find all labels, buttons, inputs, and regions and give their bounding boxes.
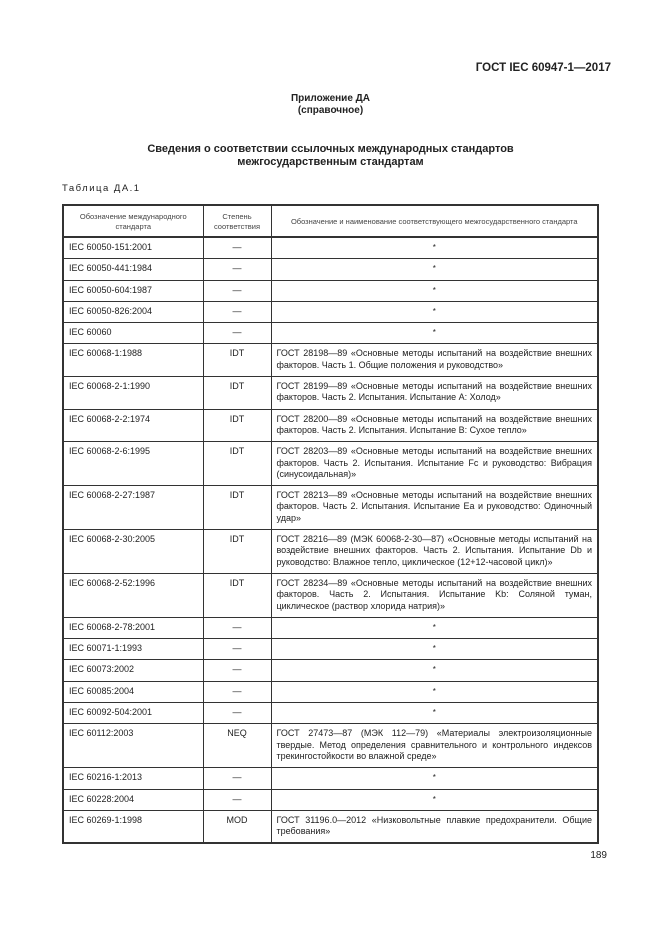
interstate-standard-cell: * bbox=[271, 280, 598, 301]
interstate-standard-cell: * bbox=[271, 617, 598, 638]
degree-cell: IDT bbox=[203, 530, 271, 574]
degree-cell: — bbox=[203, 259, 271, 280]
interstate-standard-cell: ГОСТ 31196.0—2012 «Низковольтные плавкие предохранители. Общие требования» bbox=[271, 810, 598, 843]
international-standard-cell: IEC 60050-826:2004 bbox=[63, 301, 203, 322]
table-row bbox=[63, 768, 598, 789]
international-standard-cell: IEC 60068-2-6:1995 bbox=[63, 442, 203, 486]
international-standard-cell: IEC 60068-2-52:1996 bbox=[63, 573, 203, 617]
column-header-international: Обозначение международного стандарта bbox=[63, 205, 203, 237]
international-standard-cell: IEC 60269-1:1998 bbox=[63, 810, 203, 843]
document-code: ГОСТ IEC 60947-1—2017 bbox=[475, 62, 611, 74]
table-row bbox=[63, 323, 598, 344]
column-header-interstate: Обозначение и наименование соответствующего межгосударственного стандарта bbox=[271, 205, 598, 237]
interstate-standard-cell: ГОСТ 28199—89 «Основные методы испытаний на воздействие внешних факторов. Часть 2. Испытания. Испытание А: Холод» bbox=[271, 377, 598, 410]
table-row bbox=[63, 280, 598, 301]
interstate-standard-cell: ГОСТ 28216—89 (МЭК 60068-2-30—87) «Основные методы испытаний на воздействие внешних факторов. Часть 2. Испытания. Испытание Db и руководство: Влажное тепло, циклическое (12+12-часовой цикл)» bbox=[271, 530, 598, 574]
standards-table bbox=[62, 204, 599, 844]
international-standard-cell: IEC 60068-2-78:2001 bbox=[63, 617, 203, 638]
table-row bbox=[63, 573, 598, 617]
table-row bbox=[63, 442, 598, 486]
degree-cell: — bbox=[203, 323, 271, 344]
table-row bbox=[63, 301, 598, 322]
interstate-standard-cell: * bbox=[271, 789, 598, 810]
degree-cell: — bbox=[203, 301, 271, 322]
table-row bbox=[63, 377, 598, 410]
interstate-standard-cell: ГОСТ 28203—89 «Основные методы испытаний на воздействие внешних факторов. Часть 2. Испытания. Испытание Fc и руководство: Вибрация (синусоидальная)» bbox=[271, 442, 598, 486]
international-standard-cell: IEC 60073:2002 bbox=[63, 660, 203, 681]
degree-cell: — bbox=[203, 280, 271, 301]
interstate-standard-cell: * bbox=[271, 681, 598, 702]
interstate-standard-cell: * bbox=[271, 703, 598, 724]
international-standard-cell: IEC 60068-1:1988 bbox=[63, 344, 203, 377]
degree-cell: — bbox=[203, 681, 271, 702]
degree-cell: IDT bbox=[203, 573, 271, 617]
section-title bbox=[0, 143, 661, 169]
interstate-standard-cell: * bbox=[271, 259, 598, 280]
degree-cell: MOD bbox=[203, 810, 271, 843]
international-standard-cell: IEC 60050-604:1987 bbox=[63, 280, 203, 301]
interstate-standard-cell: * bbox=[271, 639, 598, 660]
international-standard-cell: IEC 60050-441:1984 bbox=[63, 259, 203, 280]
international-standard-cell: IEC 60228:2004 bbox=[63, 789, 203, 810]
degree-cell: — bbox=[203, 617, 271, 638]
degree-cell: — bbox=[203, 789, 271, 810]
degree-cell: IDT bbox=[203, 344, 271, 377]
interstate-standard-cell: ГОСТ 28200—89 «Основные методы испытаний на воздействие внешних факторов. Часть 2. Испытания. Испытание В: Сухое тепло» bbox=[271, 409, 598, 442]
interstate-standard-cell: * bbox=[271, 660, 598, 681]
table-row bbox=[63, 810, 598, 843]
table-row bbox=[63, 789, 598, 810]
table-row bbox=[63, 703, 598, 724]
international-standard-cell: IEC 60068-2-30:2005 bbox=[63, 530, 203, 574]
degree-cell: IDT bbox=[203, 377, 271, 410]
table-row bbox=[63, 409, 598, 442]
annex-subtitle: (справочное) bbox=[297, 105, 364, 116]
international-standard-cell: IEC 60112:2003 bbox=[63, 724, 203, 768]
table-label: Таблица ДА.1 bbox=[62, 183, 141, 194]
international-standard-cell: IEC 60092-504:2001 bbox=[63, 703, 203, 724]
international-standard-cell: IEC 60071-1:1993 bbox=[63, 639, 203, 660]
international-standard-cell: IEC 60060 bbox=[63, 323, 203, 344]
international-standard-cell: IEC 60216-1:2013 bbox=[63, 768, 203, 789]
degree-cell: — bbox=[203, 639, 271, 660]
interstate-standard-cell: * bbox=[271, 237, 598, 259]
international-standard-cell: IEC 60050-151:2001 bbox=[63, 237, 203, 259]
degree-cell: — bbox=[203, 703, 271, 724]
interstate-standard-cell: ГОСТ 28213—89 «Основные методы испытаний на воздействие внешних факторов. Часть 2. Испытания. Испытание Еа и руководство: Одиночный удар» bbox=[271, 486, 598, 530]
table-row bbox=[63, 486, 598, 530]
degree-cell: IDT bbox=[203, 486, 271, 530]
section-title-line1: Сведения о соответствии ссылочных международных стандартов bbox=[147, 143, 514, 155]
interstate-standard-cell: * bbox=[271, 301, 598, 322]
interstate-standard-cell: ГОСТ 28234—89 «Основные методы испытаний на воздействие внешних факторов. Часть 2. Испытания. Испытание Kb: Соляной туман, циклическое (раствор хлорида натрия)» bbox=[271, 573, 598, 617]
table-row bbox=[63, 681, 598, 702]
table-row bbox=[63, 724, 598, 768]
table-row bbox=[63, 259, 598, 280]
page-number: 189 bbox=[590, 850, 607, 861]
international-standard-cell: IEC 60085:2004 bbox=[63, 681, 203, 702]
interstate-standard-cell: * bbox=[271, 323, 598, 344]
interstate-standard-cell: ГОСТ 28198—89 «Основные методы испытаний на воздействие внешних факторов. Часть 1. Общие положения и руководство» bbox=[271, 344, 598, 377]
table-row bbox=[63, 237, 598, 259]
degree-cell: — bbox=[203, 660, 271, 681]
interstate-standard-cell: * bbox=[271, 768, 598, 789]
degree-cell: IDT bbox=[203, 442, 271, 486]
interstate-standard-cell: ГОСТ 27473—87 (МЭК 112—79) «Материалы электроизоляционные твердые. Метод определения сравнительного и контрольного индексов трекингостойкости во влажной среде» bbox=[271, 724, 598, 768]
degree-cell: NEQ bbox=[203, 724, 271, 768]
table-header-row bbox=[63, 205, 598, 237]
table-row bbox=[63, 344, 598, 377]
section-title-line2: межгосударственным стандартам bbox=[237, 156, 424, 168]
column-header-degree: Степень соответствия bbox=[203, 205, 271, 237]
international-standard-cell: IEC 60068-2-2:1974 bbox=[63, 409, 203, 442]
table-row bbox=[63, 639, 598, 660]
international-standard-cell: IEC 60068-2-27:1987 bbox=[63, 486, 203, 530]
degree-cell: IDT bbox=[203, 409, 271, 442]
international-standard-cell: IEC 60068-2-1:1990 bbox=[63, 377, 203, 410]
degree-cell: — bbox=[203, 237, 271, 259]
annex-title: Приложение ДА bbox=[290, 93, 371, 104]
degree-cell: — bbox=[203, 768, 271, 789]
annex-heading bbox=[0, 93, 661, 117]
table-row bbox=[63, 530, 598, 574]
table-row bbox=[63, 617, 598, 638]
table-row bbox=[63, 660, 598, 681]
